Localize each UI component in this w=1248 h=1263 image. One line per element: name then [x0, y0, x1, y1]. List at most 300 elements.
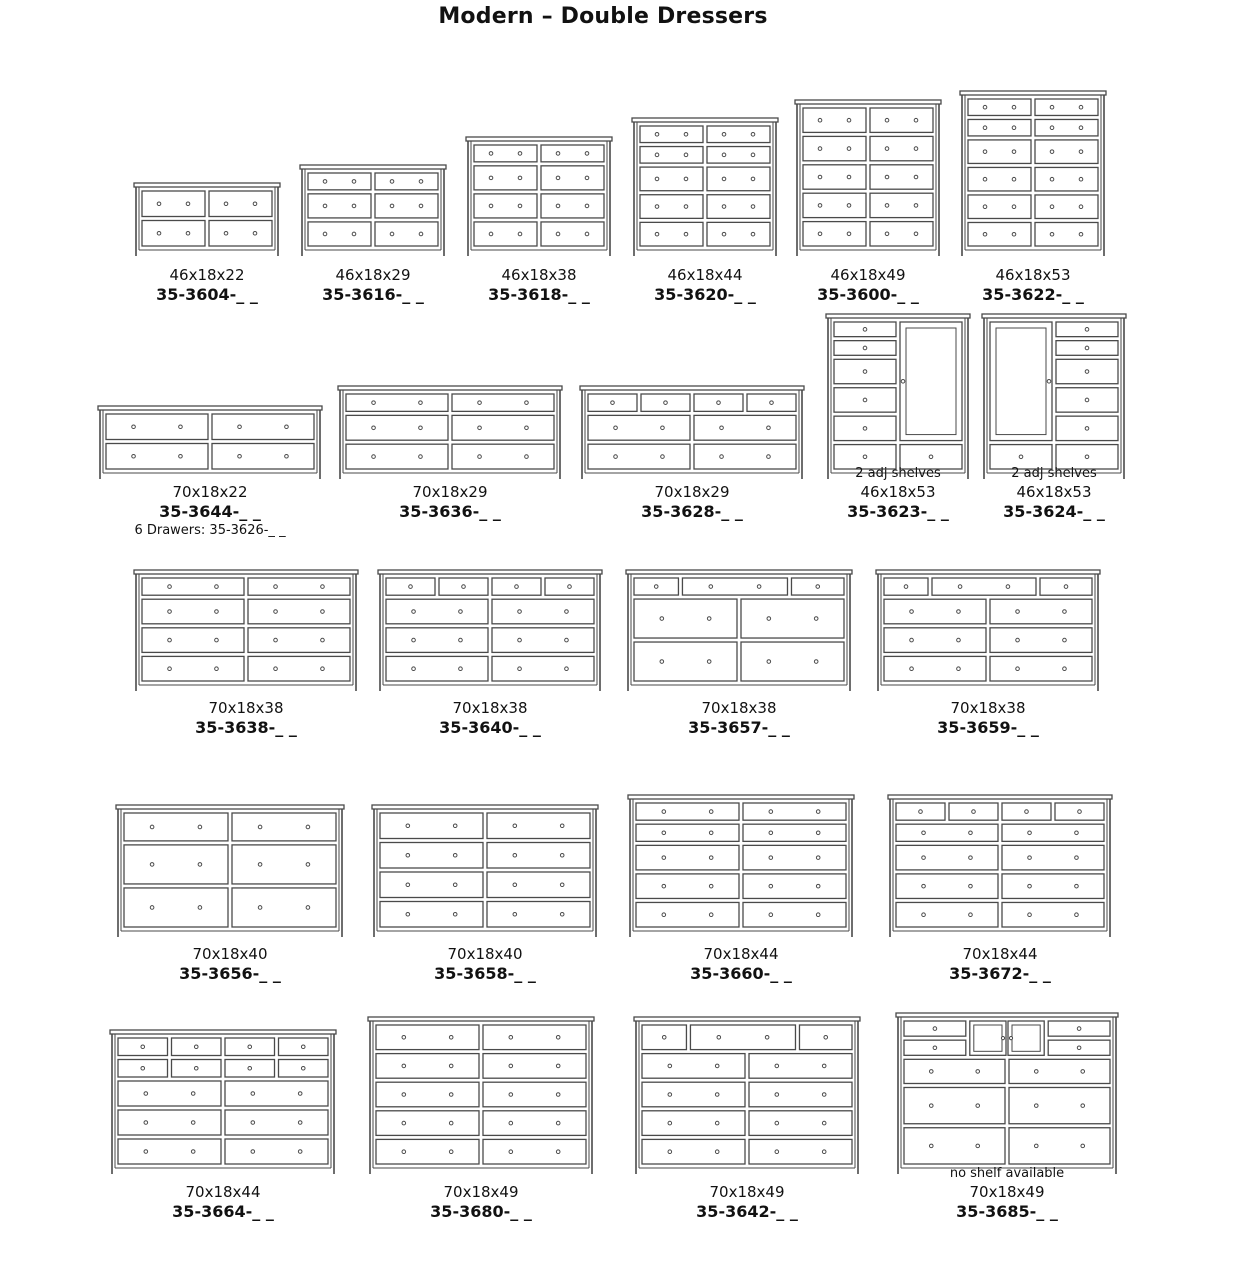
- knob: [929, 1070, 933, 1074]
- knob: [1050, 177, 1054, 181]
- drawer: [741, 599, 844, 638]
- knob: [144, 1121, 148, 1125]
- dresser-top: [338, 386, 562, 390]
- dresser-dimensions: 46x18x53: [1016, 483, 1092, 501]
- drawer: [749, 1139, 852, 1164]
- dresser-caption: [446, 266, 632, 304]
- knob: [251, 1121, 255, 1125]
- drawer: [968, 167, 1031, 191]
- drawer: [884, 656, 986, 681]
- knob: [518, 152, 522, 156]
- knob: [556, 152, 560, 156]
- drawer: [896, 902, 998, 927]
- knob: [390, 204, 394, 208]
- dresser-dimensions: 70x18x49: [709, 1183, 785, 1201]
- knob: [775, 1064, 779, 1068]
- knob: [660, 617, 664, 621]
- knob: [215, 667, 219, 671]
- knob: [751, 153, 755, 157]
- dresser-item: [775, 100, 961, 346]
- knob: [459, 638, 463, 642]
- knob: [406, 853, 410, 857]
- center-doors: [970, 1021, 1044, 1055]
- dresser-drawing: [466, 137, 612, 256]
- knob: [323, 204, 327, 208]
- knob: [1081, 1144, 1085, 1148]
- knob: [525, 426, 529, 430]
- knob: [509, 1150, 513, 1154]
- drawer: [375, 222, 438, 246]
- drawer: [834, 388, 896, 412]
- drawer: [707, 126, 770, 143]
- drawer: [492, 656, 594, 681]
- knob: [556, 176, 560, 180]
- drawer: [209, 191, 272, 217]
- dresser-caption: [114, 266, 300, 304]
- drawer: [799, 1025, 852, 1050]
- dresser-drawing: [300, 165, 446, 256]
- knob: [769, 856, 773, 860]
- knob: [914, 175, 918, 179]
- dresser-dimensions: 46x18x49: [830, 266, 906, 284]
- dresser-item: [608, 795, 874, 1025]
- dresser-dimensions: 70x18x29: [412, 483, 488, 501]
- knob: [1012, 105, 1016, 109]
- knob: [661, 455, 665, 459]
- drawer: [1035, 195, 1098, 219]
- knob: [769, 884, 773, 888]
- dresser-caption: [114, 699, 378, 737]
- dresser-top: [300, 165, 446, 169]
- knob: [194, 1066, 198, 1070]
- drawer: [142, 628, 244, 653]
- knob: [1079, 105, 1083, 109]
- knob: [525, 401, 529, 405]
- drawer: [743, 845, 846, 870]
- dresser-alt-sku: 6 Drawers: 35-3626-_ _: [134, 523, 286, 538]
- drawer: [990, 656, 1092, 681]
- drawer: [452, 394, 554, 411]
- knob: [285, 454, 289, 458]
- drawer: [386, 599, 488, 624]
- knob: [863, 427, 867, 431]
- drawer: [884, 599, 986, 624]
- knob: [390, 232, 394, 236]
- knob: [863, 398, 867, 402]
- drawer: [636, 845, 739, 870]
- dresser-item: [560, 386, 824, 563]
- knob: [1034, 1104, 1038, 1108]
- drawer: [896, 845, 998, 870]
- dresser-dimensions: 70x18x49: [443, 1183, 519, 1201]
- drawer: [386, 578, 435, 595]
- knob: [253, 231, 257, 235]
- drawer: [707, 222, 770, 246]
- knob: [453, 912, 457, 916]
- drawer: [487, 813, 590, 839]
- knob: [1050, 205, 1054, 209]
- drawer: [118, 1110, 221, 1135]
- knob: [518, 610, 522, 614]
- knob: [655, 132, 659, 136]
- drawer: [690, 1025, 795, 1050]
- knob: [321, 585, 325, 589]
- knob: [983, 150, 987, 154]
- drawer: [118, 1081, 221, 1106]
- knob: [585, 152, 589, 156]
- dresser-dimensions: 70x18x22: [172, 483, 248, 501]
- drawer: [904, 1040, 966, 1055]
- knob: [684, 153, 688, 157]
- dresser-sku: 35-3659-_ _: [937, 718, 1039, 737]
- drawer: [636, 824, 739, 841]
- knob: [717, 1036, 721, 1040]
- drawer: [634, 599, 737, 638]
- knob: [560, 912, 564, 916]
- knob: [224, 231, 228, 235]
- knob: [751, 177, 755, 181]
- knob: [983, 105, 987, 109]
- knob: [767, 426, 771, 430]
- drawer: [248, 656, 350, 681]
- knob: [933, 1046, 937, 1050]
- knob: [847, 232, 851, 236]
- knob: [722, 153, 726, 157]
- cabinet-door: [900, 322, 962, 441]
- drawer: [212, 444, 314, 470]
- drawer: [694, 394, 743, 411]
- drawer: [124, 813, 228, 841]
- dresser-drawing: [98, 406, 322, 479]
- knob: [957, 638, 961, 642]
- dresser-caption: [352, 945, 618, 983]
- knob: [513, 824, 517, 828]
- knob: [560, 883, 564, 887]
- drawer: [707, 167, 770, 191]
- knob: [412, 638, 416, 642]
- drawer: [376, 1054, 479, 1079]
- dresser-drawing: [338, 386, 562, 479]
- dresser-item: [614, 1017, 880, 1263]
- knob: [509, 1093, 513, 1097]
- dresser-top: [98, 406, 322, 410]
- knob: [274, 585, 278, 589]
- drawer: [212, 414, 314, 440]
- knob: [668, 1093, 672, 1097]
- drawer: [884, 628, 986, 653]
- knob: [515, 585, 519, 589]
- knob: [1034, 1144, 1038, 1148]
- knob: [1079, 126, 1083, 130]
- dresser-drawing: [960, 91, 1106, 256]
- knob: [1085, 455, 1089, 459]
- knob: [513, 883, 517, 887]
- drawer: [870, 193, 933, 217]
- drawer: [375, 173, 438, 190]
- dresser-drawing: [134, 570, 358, 691]
- drawer: [541, 166, 604, 190]
- drawer: [1009, 1128, 1110, 1164]
- knob: [215, 610, 219, 614]
- dresser-item: [318, 386, 582, 563]
- knob: [722, 177, 726, 181]
- drawer: [172, 1038, 222, 1056]
- drawer: [707, 195, 770, 219]
- knob: [518, 176, 522, 180]
- knob: [585, 204, 589, 208]
- drawer: [474, 166, 537, 190]
- dresser-item: [606, 570, 872, 779]
- knob: [722, 205, 726, 209]
- dresser-dimensions: 70x18x38: [701, 699, 777, 717]
- dresser-item: [96, 805, 364, 1025]
- knob: [1016, 667, 1020, 671]
- dresser-item: [868, 795, 1132, 1025]
- dresser-drawing: [580, 386, 804, 479]
- knob: [822, 1150, 826, 1154]
- knob: [258, 906, 262, 910]
- knob: [983, 126, 987, 130]
- knob: [765, 1036, 769, 1040]
- dresser-item: [612, 118, 798, 346]
- drawer: [682, 578, 787, 595]
- knob: [274, 667, 278, 671]
- knob: [509, 1036, 513, 1040]
- knob: [585, 232, 589, 236]
- knob: [179, 425, 183, 429]
- knob: [489, 204, 493, 208]
- knob: [1019, 455, 1023, 459]
- drawer: [968, 99, 1031, 115]
- drawer: [142, 221, 205, 247]
- dresser-sku: 35-3600-_ _: [817, 285, 919, 304]
- knob: [767, 660, 771, 664]
- dresser-sku: 35-3680-_ _: [430, 1202, 532, 1221]
- knob: [1047, 379, 1051, 383]
- dresser-top: [378, 570, 602, 574]
- knob: [863, 346, 867, 350]
- drawer: [749, 1082, 852, 1107]
- knob: [449, 1064, 453, 1068]
- drawer: [634, 642, 737, 681]
- knob: [901, 379, 905, 383]
- dresser-top: [876, 570, 1100, 574]
- knob: [168, 638, 172, 642]
- dresser-sku: 35-3672-_ _: [949, 964, 1051, 983]
- dresser-drawing: [116, 805, 344, 937]
- knob: [709, 831, 713, 835]
- drawer: [904, 1059, 1005, 1083]
- dresser-drawing: [795, 100, 941, 256]
- dresser-top: [826, 314, 970, 318]
- drawer: [308, 194, 371, 218]
- drawer: [640, 126, 703, 143]
- knob: [751, 205, 755, 209]
- dresser-item: [90, 1030, 356, 1263]
- dresser-caption: [606, 699, 872, 737]
- knob: [419, 455, 423, 459]
- drawer: [232, 888, 336, 927]
- dresser-caption: [775, 266, 961, 304]
- drawer: [106, 414, 208, 440]
- knob: [157, 202, 161, 206]
- knob: [668, 1121, 672, 1125]
- knob: [709, 884, 713, 888]
- knob: [769, 810, 773, 814]
- dresser-top: [134, 570, 358, 574]
- drawer: [1048, 1021, 1110, 1036]
- knob: [958, 585, 962, 589]
- knob: [1081, 1070, 1085, 1074]
- dresser-drawing: [634, 1017, 860, 1174]
- knob: [818, 147, 822, 151]
- knob: [306, 863, 310, 867]
- dresser-dimensions: 46x18x22: [169, 266, 245, 284]
- dresser-drawing: [134, 183, 280, 256]
- knob: [556, 204, 560, 208]
- knob: [186, 202, 190, 206]
- dresser-caption: [318, 483, 582, 521]
- knob: [560, 853, 564, 857]
- dresser-caption: [856, 699, 1120, 737]
- knob: [847, 147, 851, 151]
- dresser-item: [446, 137, 632, 346]
- knob: [757, 585, 761, 589]
- dresser-item: [940, 91, 1126, 346]
- dresser-top: [628, 795, 854, 799]
- knob: [929, 1144, 933, 1148]
- drawer: [870, 165, 933, 189]
- dresser-top: [795, 100, 941, 104]
- drawer: [990, 628, 1092, 653]
- knob: [910, 638, 914, 642]
- knob: [402, 1093, 406, 1097]
- knob: [885, 232, 889, 236]
- knob: [301, 1066, 305, 1070]
- knob: [1028, 913, 1032, 917]
- dresser-dimensions: 46x18x38: [501, 266, 577, 284]
- dresser-item: [78, 406, 342, 563]
- dresser-top: [110, 1030, 336, 1034]
- knob: [306, 906, 310, 910]
- drawer: [142, 599, 244, 624]
- dresser-top: [960, 91, 1106, 95]
- knob: [168, 585, 172, 589]
- drawer: [694, 444, 796, 469]
- dresser-note: 2 adj shelves: [1011, 466, 1097, 481]
- knob: [910, 667, 914, 671]
- drawer: [803, 108, 866, 132]
- knob: [518, 204, 522, 208]
- drawer: [884, 578, 928, 595]
- drawer: [1056, 341, 1118, 356]
- knob: [957, 667, 961, 671]
- knob: [1025, 810, 1029, 814]
- knob: [983, 232, 987, 236]
- knob: [1050, 126, 1054, 130]
- knob: [922, 913, 926, 917]
- dresser-top: [626, 570, 852, 574]
- knob: [661, 426, 665, 430]
- drawer: [1040, 578, 1092, 595]
- knob: [1078, 810, 1082, 814]
- drawer: [232, 813, 336, 841]
- knob: [914, 118, 918, 122]
- knob: [919, 810, 923, 814]
- knob: [253, 202, 257, 206]
- drawer: [968, 140, 1031, 164]
- knob: [215, 585, 219, 589]
- knob: [150, 825, 154, 829]
- drawer: [904, 1021, 966, 1036]
- drawer: [743, 902, 846, 927]
- drawer: [642, 1054, 745, 1079]
- knob: [1075, 913, 1079, 917]
- drawer: [834, 416, 896, 440]
- drawer: [1002, 824, 1104, 841]
- knob: [818, 204, 822, 208]
- knob: [478, 455, 482, 459]
- drawer: [380, 902, 483, 928]
- knob: [969, 831, 973, 835]
- knob: [847, 118, 851, 122]
- dresser-drawing: [896, 1013, 1118, 1174]
- knob: [449, 1093, 453, 1097]
- drawer: [640, 167, 703, 191]
- drawer: [106, 444, 208, 470]
- knob: [518, 232, 522, 236]
- drawer: [834, 322, 896, 337]
- dresser-note: no shelf available: [949, 1166, 1065, 1181]
- drawer: [904, 1087, 1005, 1123]
- knob: [321, 610, 325, 614]
- knob: [556, 1036, 560, 1040]
- knob: [321, 638, 325, 642]
- knob: [1012, 150, 1016, 154]
- knob: [662, 831, 666, 835]
- drawer: [1035, 99, 1098, 115]
- knob: [132, 454, 136, 458]
- dresser-item: [348, 1017, 614, 1263]
- knob: [929, 455, 933, 459]
- dresser-sku: 35-3616-_ _: [322, 285, 424, 304]
- dresser-caption: [348, 1183, 614, 1221]
- dresser-sku: 35-3624-_ _: [1003, 502, 1105, 521]
- drawer: [386, 628, 488, 653]
- drawer: [870, 222, 933, 246]
- knob: [818, 118, 822, 122]
- knob: [1079, 177, 1083, 181]
- knob: [419, 426, 423, 430]
- dresser-sku: 35-3685-_ _: [956, 1202, 1058, 1221]
- knob: [662, 856, 666, 860]
- knob: [715, 1093, 719, 1097]
- dresser-sku: 35-3618-_ _: [488, 285, 590, 304]
- drawer: [248, 599, 350, 624]
- drawer: [1056, 416, 1118, 440]
- dresser-top: [134, 183, 280, 187]
- dresser-caption: [90, 1183, 356, 1221]
- drawer: [949, 803, 998, 820]
- knob: [816, 810, 820, 814]
- knob: [509, 1121, 513, 1125]
- drawer: [487, 843, 590, 869]
- knob: [1050, 232, 1054, 236]
- knob: [321, 667, 325, 671]
- knob: [191, 1092, 195, 1096]
- knob: [904, 585, 908, 589]
- knob: [402, 1150, 406, 1154]
